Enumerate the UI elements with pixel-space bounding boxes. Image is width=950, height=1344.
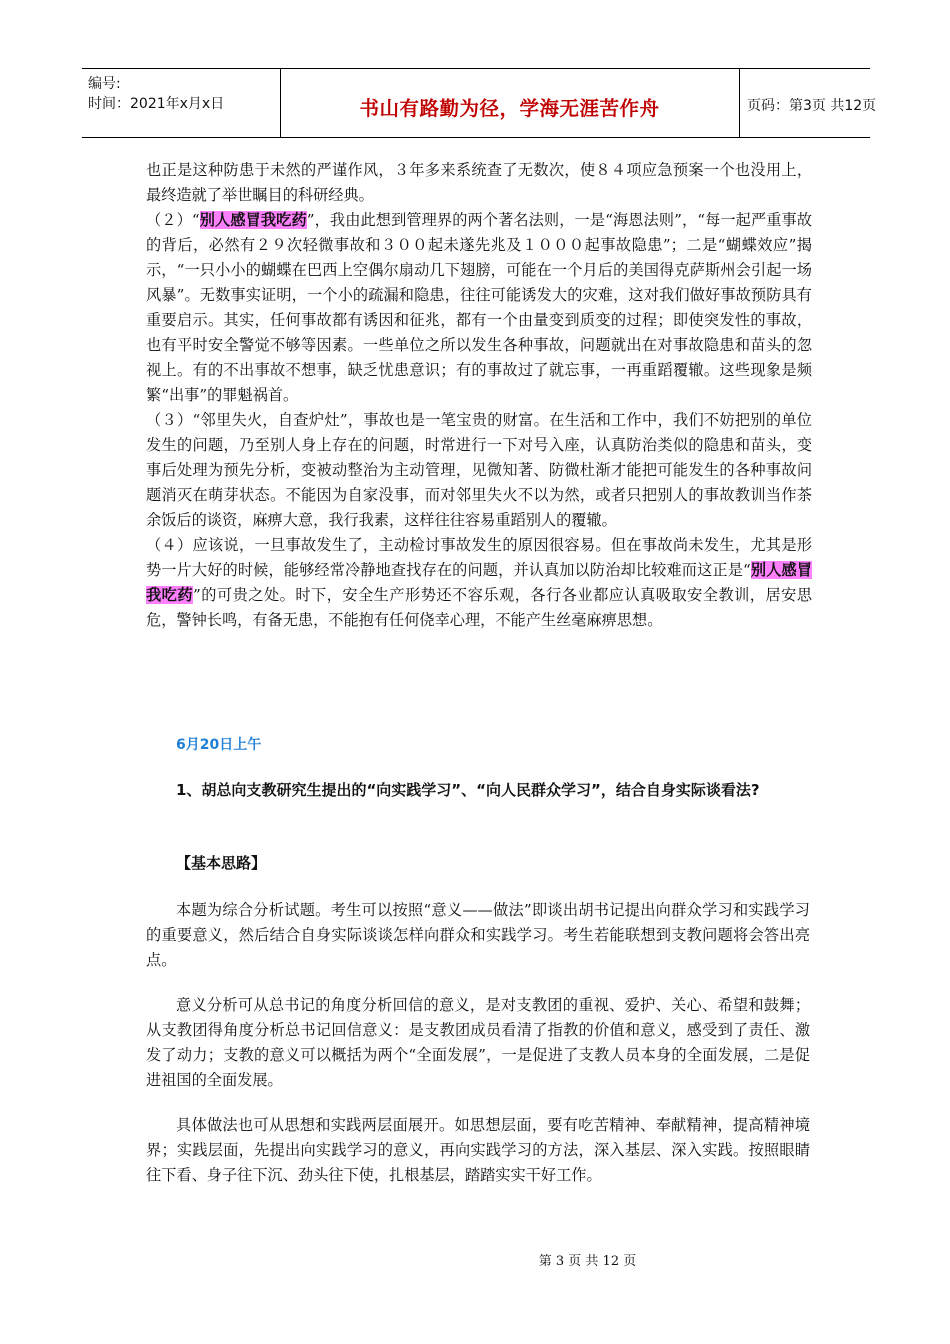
paragraph: （３）“邻里失火，自查炉灶”，事故也是一笔宝贵的财富。在生活和工作中，我们不妨把别的单位发生的问题，乃至别人身上存在的问题，时常进行一下对号入座，认真防治类似的隐患和苗头，变事后处理为预先分析，变被动整治为主动管理，见微知著、防微杜渐才能把可能发生的各种事故问题消灭在萌芽状态。不能因为自家没事，而对邻里失火不以为然，或者只把别人的事故教训当作茶余饭后的谈资，麻痹大意，我行我素，这样往往容易重蹈别人的覆辙。: [146, 411, 812, 529]
highlighted-phrase: 别人感冒我吃药: [199, 211, 307, 229]
number-label: 编号:: [88, 76, 121, 92]
question-text: 1、胡总向支教研究生提出的“向实践学习”、“向人民群众学习”，结合自身实际谈看法?: [176, 781, 760, 799]
paragraph: [146, 533, 812, 633]
header-table: [82, 68, 877, 138]
date-heading: 6月20日上午: [176, 737, 262, 753]
header-motto-cell: [280, 69, 740, 137]
paragraph-rest: ”的可贵之处。时下，安全生产形势还不容乐观，各行各业都应认真吸取安全教训，居安思危，警钟长鸣，有备无患，不能抱有任何侥幸心理，不能产生丝毫麻痹思想。: [146, 586, 813, 629]
header-page-cell: [739, 69, 877, 137]
paragraph-prefix: （２）“: [146, 211, 200, 229]
paragraph: 本题为综合分析试题。考生可以按照“意义——做法”即谈出胡书记提出向群众学习和实践学习的重要意义，然后结合自身实际谈谈怎样向群众和实践学习。考生若能联想到支教问题将会答出亮点。: [146, 901, 810, 969]
question: [146, 778, 810, 803]
paragraph: [146, 208, 812, 408]
page-label: 页码：第3页 共12页: [747, 98, 877, 114]
motto: 书山有路勤为径，学海无涯苦作舟: [359, 97, 660, 120]
paragraph: 意义分析可从总书记的角度分析回信的意义，是对支教团的重视、爱护、关心、希望和鼓舞；从支教团得角度分析总书记回信意义：是支教团成员看清了指教的价值和意义，感受到了责任、激发了动力；支教的意义可以概括为两个“全面发展”，一是促进了支教人员本身的全面发展，二是促进祖国的全面发展。: [146, 996, 810, 1089]
body-top: [146, 158, 812, 633]
paragraph-rest: ”，我由此想到管理界的两个著名法则，一是“海恩法则”，“每一起严重事故的背后，必然有２９次轻微事故和３００起未遂先兆及１０００起事故隐患”；二是“蝴蝶效应”揭示，“一只小小的蝴蝶在巴西上空偶尔扇动几下翅膀，可能在一个月后的美国得克萨斯州会引起一场风暴”。无数事实证明，一个小的疏漏和隐患，往往可能诱发大的灾难，这对我们做好事故预防具有重要启示。其实，任何事故都有诱因和征兆，都有一个由量变到质变的过程；即使突发性的事故，也有平时安全警觉不够等因素。一些单位之所以发生各种事故，问题就出在对事故隐患和苗头的忽视上。有的不出事故不想事，缺乏忧患意识；有的事故过了就忘事，一再重蹈覆辙。这些现象是频繁“出事”的罪魁祸首。: [146, 211, 813, 404]
paragraph: 也正是这种防患于未然的严谨作风，３年多来系统查了无数次，使８４项应急预案一个也没用上，最终造就了举世瞩目的科研经典。: [146, 161, 812, 204]
paragraph-prefix: （４）应该说，一旦事故发生了，主动检讨事故发生的原因很容易。但在事故尚未发生，尤其是形势一片大好的时候，能够经常冷静地查找存在的问题，并认真加以防治却比较难而这正是“: [146, 536, 812, 579]
time-label: 时间：2021年x月x日: [88, 96, 225, 112]
section-title: 【基本思路】: [176, 854, 267, 872]
paragraph: 具体做法也可从思想和实践两层面展开。如思想层面，要有吃苦精神、奉献精神，提高精神境界；实践层面，先提出向实践学习的意义，再向实践学习的方法，深入基层、深入实践。按照眼睛往下看、身子往下沉、劲头往下使，扎根基层，踏踏实实干好工作。: [146, 1116, 810, 1184]
page-footer: 第 3 页 共 12 页: [538, 1254, 637, 1269]
header-info-cell: [82, 69, 281, 137]
highlighted-phrase: 别人感冒我吃药: [146, 561, 813, 604]
